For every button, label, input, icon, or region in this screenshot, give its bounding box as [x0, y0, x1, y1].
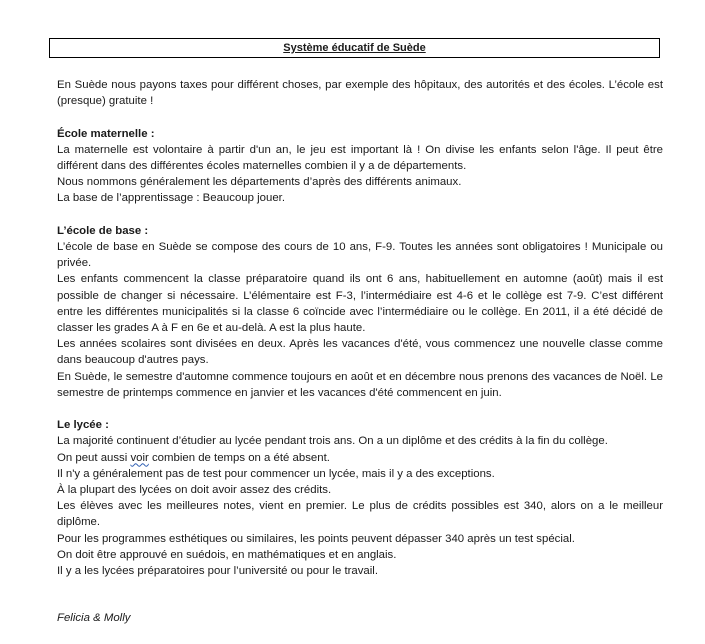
paragraph-line-absent	[57, 450, 663, 466]
document-body	[57, 77, 663, 579]
paragraph-line: Nous nommons généralement les départements d’après des différents animaux.	[57, 176, 462, 189]
spellcheck-flagged-word[interactable]: voir	[130, 451, 149, 464]
paragraph-line: Il n'y a généralement pas de test pour commencer un lycée, mais il y a des exceptions.	[57, 467, 495, 480]
paragraph-line: On doit être approuvé en suédois, en mathématiques et en anglais.	[57, 548, 397, 561]
section-heading-ecole-de-base: L’école de base :	[57, 224, 149, 237]
paragraph-line: Il y a les lycées préparatoires pour l’université ou pour le travail.	[57, 565, 378, 578]
section-heading-lycee: Le lycée :	[57, 419, 109, 432]
paragraph-line: Les années scolaires sont divisées en deux. Après les vacances d'été, vous commencez une nouvelle classe comme dans beaucoup d'autres pays.	[57, 338, 663, 367]
document-title: Système éducatif de Suède	[49, 38, 660, 58]
paragraph-line: La majorité continuent d’étudier au lycée pendant trois ans. On a un diplôme et des crédits à la fin du collège.	[57, 435, 608, 448]
paragraph-line: À la plupart des lycées on doit avoir assez des crédits.	[57, 484, 332, 497]
paragraph-line: La base de l’apprentissage : Beaucoup jouer.	[57, 192, 285, 205]
intro-paragraph: En Suède nous payons taxes pour différent choses, par exemple des hôpitaux, des autorités et des écoles. L’école est (presque) gratuite !	[57, 79, 663, 108]
paragraph-line: Pour les programmes esthétiques ou similaires, les points peuvent dépasser 340 après un test spécial.	[57, 532, 575, 545]
signature: Felicia & Molly	[57, 612, 131, 624]
paragraph-line: Les enfants commencent la classe préparatoire quand ils ont 6 ans, habituellement en automne (août) mais il est possible de changer si nécessaire. L’élémentaire est F-3, l’intermédiaire est 4-6 et le collège est 7-9. C’est différent entre les différentes municipalités si la classe 6 coïncide avec l’intermédiaire ou le collège. En 2011, il a été décidé de classer les grades A à F en 6e et au-delà. A est la plus haute.	[57, 273, 663, 335]
paragraph-line: La maternelle est volontaire à partir d'un an, le jeu est important là ! On divise les enfants selon l'âge. Il peut être différent dans des différentes écoles maternelles combien il y a de départements.	[57, 143, 663, 172]
paragraph-line: Les élèves avec les meilleures notes, vient en premier. Le plus de crédits possibles est 340, alors on a le meilleur diplôme.	[57, 500, 663, 529]
absent-line-before: On peut aussi	[57, 451, 131, 464]
paragraph-line: L’école de base en Suède se compose des cours de 10 ans, F-9. Toutes les années sont obligatoires ! Municipale ou privée.	[57, 241, 663, 270]
section-heading-maternelle: École maternelle :	[57, 127, 155, 140]
absent-line-after: combien de temps on a été absent.	[148, 451, 330, 464]
paragraph-line: En Suède, le semestre d'automne commence toujours en août et en décembre nous prenons des vacances de Noël. Le semestre de printemps commence en janvier et les vacances d'été commencent en juin.	[57, 370, 663, 399]
